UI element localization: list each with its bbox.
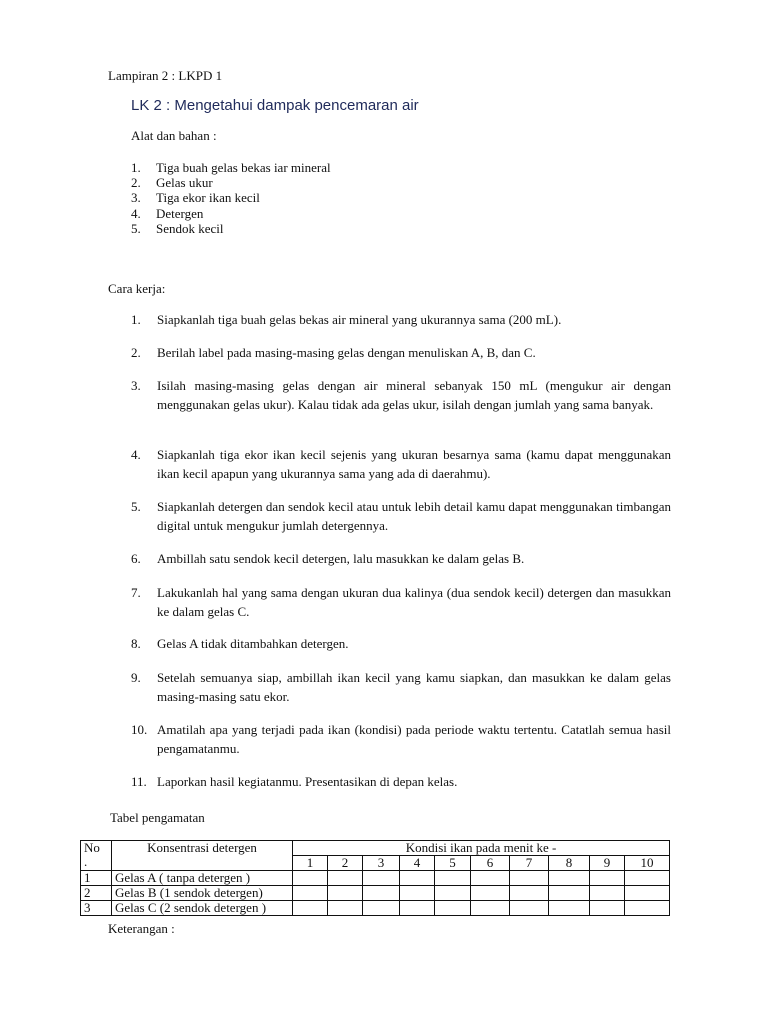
minute-header: 3 (363, 856, 400, 871)
procedure-heading: Cara kerja: (108, 281, 166, 296)
table-cell (549, 886, 590, 901)
step-number: 11. (131, 774, 147, 789)
table-cell (435, 871, 471, 886)
table-cell (625, 901, 670, 916)
item-text: Detergen (156, 205, 204, 221)
row-label: Gelas C (2 sendok detergen ) (112, 901, 293, 916)
procedure-step (131, 773, 671, 792)
minute-header: 5 (435, 856, 471, 871)
notes-label: Keterangan : (108, 921, 175, 936)
table-cell (328, 886, 363, 901)
step-text: Laporkan hasil kegiatanmu. Presentasikan di depan kelas. (157, 774, 458, 789)
table-cell (328, 901, 363, 916)
table-cell (471, 871, 510, 886)
table-cell (363, 901, 400, 916)
step-number: 5. (131, 499, 141, 514)
list-item (131, 206, 331, 221)
table-cell (293, 871, 328, 886)
table-cell (590, 871, 625, 886)
minute-header: 4 (400, 856, 435, 871)
row-number: 3 (81, 901, 112, 916)
item-number: 2. (131, 175, 141, 191)
minute-header: 1 (293, 856, 328, 871)
table-heading: Tabel pengamatan (110, 810, 205, 825)
step-number: 2. (131, 345, 141, 360)
procedure-step (131, 377, 671, 414)
row-number: 2 (81, 886, 112, 901)
item-number: 4. (131, 205, 141, 221)
step-text: Gelas A tidak ditambahkan detergen. (157, 636, 349, 651)
minute-header: 10 (625, 856, 670, 871)
procedure-step (131, 311, 671, 330)
procedure-step (131, 721, 671, 758)
table-cell (510, 886, 549, 901)
step-text: Siapkanlah detergen dan sendok kecil atau untuk lebih detail kamu dapat menggunakan timbangan digital untuk mengukur jumlah detergennya. (157, 499, 671, 533)
item-text: Tiga buah gelas bekas iar mineral (156, 160, 331, 175)
minute-header: 6 (471, 856, 510, 871)
procedure-step (131, 344, 671, 363)
procedure-step (131, 550, 671, 569)
table-cell (363, 871, 400, 886)
item-text: Tiga ekor ikan kecil (156, 190, 260, 206)
step-text: Siapkanlah tiga ekor ikan kecil sejenis yang ukuran besarnya sama (kamu dapat menggunakan ikan kecil apapun yang ukurannya sama yang ada di daerahmu). (157, 447, 671, 481)
list-item (131, 160, 331, 175)
row-label: Gelas A ( tanpa detergen ) (112, 871, 293, 886)
minute-header: 2 (328, 856, 363, 871)
step-number: 1. (131, 312, 141, 327)
row-number: 1 (81, 871, 112, 886)
row-label: Gelas B (1 sendok detergen) (112, 886, 293, 901)
table-header-row (81, 841, 670, 856)
step-text: Berilah label pada masing-masing gelas dengan menuliskan A, B, dan C. (157, 345, 536, 360)
table-cell (400, 901, 435, 916)
procedure-step (131, 498, 671, 535)
table-cell (625, 871, 670, 886)
step-text: Setelah semuanya siap, ambillah ikan kecil yang kamu siapkan, dan masukkan ke dalam gelas masing-masing satu ekor. (157, 670, 671, 704)
table-row (81, 901, 670, 916)
item-text: Sendok kecil (156, 220, 224, 236)
table-cell (471, 901, 510, 916)
item-number: 1. (131, 160, 141, 175)
worksheet-title: LK 2 : Mengetahui dampak pencemaran air (131, 97, 419, 114)
step-number: 7. (131, 585, 141, 600)
step-text: Isilah masing-masing gelas dengan air mineral sebanyak 150 mL (mengukur air dengan menggunakan gelas ukur). Kalau tidak ada gelas ukur, isilah dengan jumlah yang sama banyak. (157, 378, 671, 412)
table-cell (549, 901, 590, 916)
table-cell (510, 871, 549, 886)
list-item (131, 221, 331, 236)
col-no-header: No . (81, 841, 112, 871)
materials-heading: Alat dan bahan : (131, 128, 217, 143)
minute-header: 9 (590, 856, 625, 871)
step-number: 4. (131, 447, 141, 462)
item-number: 3. (131, 190, 141, 206)
procedure-step (131, 669, 671, 706)
list-item (131, 190, 331, 205)
procedure-step (131, 584, 671, 621)
table-cell (293, 901, 328, 916)
table-cell (510, 901, 549, 916)
table-cell (590, 901, 625, 916)
list-item (131, 175, 331, 190)
table-cell (471, 886, 510, 901)
table-cell (435, 901, 471, 916)
step-number: 8. (131, 636, 141, 651)
col-condition-header: Kondisi ikan pada menit ke - (293, 841, 670, 856)
step-number: 9. (131, 670, 141, 685)
step-number: 3. (131, 378, 141, 393)
step-text: Ambillah satu sendok kecil detergen, lalu masukkan ke dalam gelas B. (157, 551, 525, 566)
table-cell (400, 886, 435, 901)
observation-table (80, 840, 670, 916)
table-row (81, 886, 670, 901)
table-cell (435, 886, 471, 901)
table-cell (400, 871, 435, 886)
minute-header: 7 (510, 856, 549, 871)
step-number: 6. (131, 551, 141, 566)
procedure-step (131, 635, 671, 654)
table-cell (590, 886, 625, 901)
step-number: 10. (131, 722, 148, 737)
step-text: Siapkanlah tiga buah gelas bekas air mineral yang ukurannya sama (200 mL). (157, 312, 562, 327)
materials-list (131, 160, 331, 236)
table-cell (549, 871, 590, 886)
col-concentration-header: Konsentrasi detergen (112, 841, 293, 871)
procedure-step (131, 446, 671, 483)
attachment-label: Lampiran 2 : LKPD 1 (108, 68, 223, 83)
step-text: Amatilah apa yang terjadi pada ikan (kondisi) pada periode waktu tertentu. Catatlah semua hasil pengamatanmu. (157, 722, 671, 756)
table-row (81, 871, 670, 886)
table-cell (625, 886, 670, 901)
table-cell (328, 871, 363, 886)
item-text: Gelas ukur (156, 175, 213, 191)
table-cell (293, 886, 328, 901)
table-cell (363, 886, 400, 901)
step-text: Lakukanlah hal yang sama dengan ukuran dua kalinya (dua sendok kecil) detergen dan masukkan ke dalam gelas C. (157, 585, 671, 619)
item-number: 5. (131, 220, 141, 236)
minute-header: 8 (549, 856, 590, 871)
